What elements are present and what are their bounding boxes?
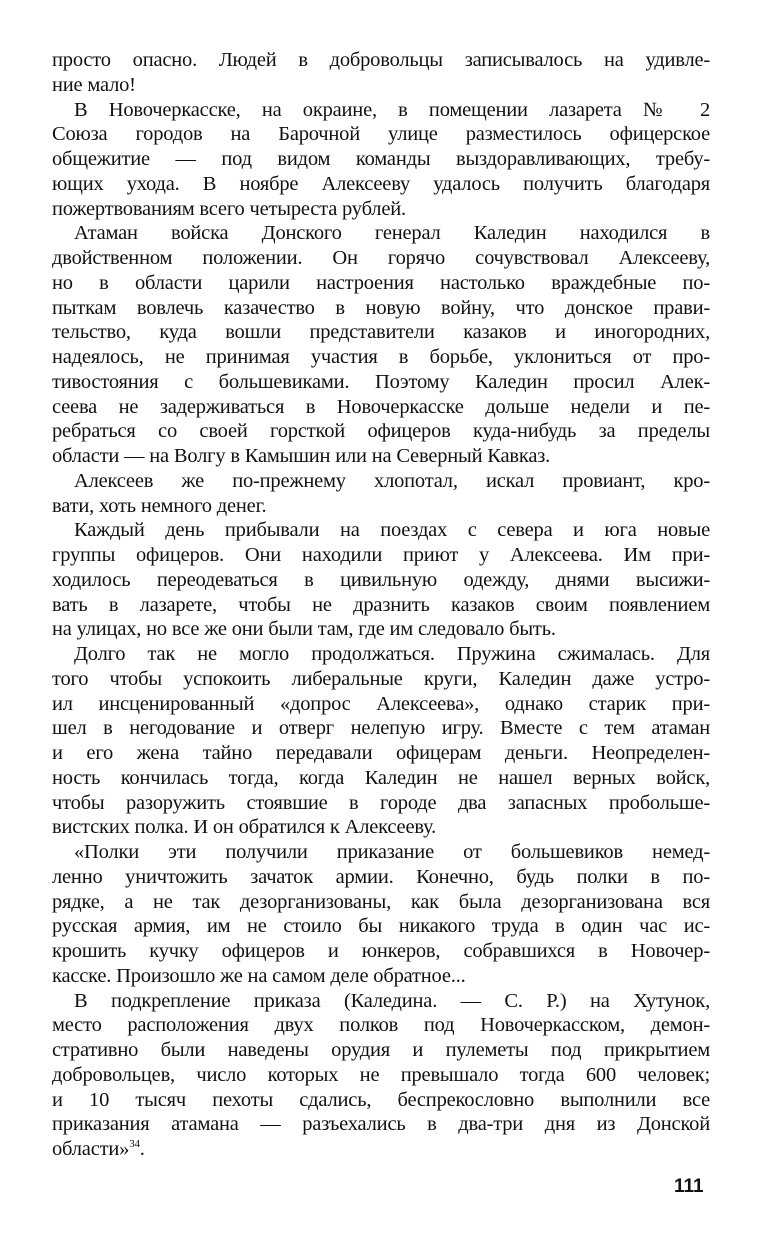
line-text: стративно были наведены орудия и пулеметы под прикрытием xyxy=(52,1039,710,1061)
line-text: ходилось переодеваться в цивильную одежду, днями высижи- xyxy=(52,568,710,591)
text-line xyxy=(52,296,710,321)
text-line xyxy=(52,197,710,222)
line-text: но в области царили настроения настолько враждебные по- xyxy=(52,271,710,294)
line-text: ющих ухода. В ноябре Алексееву удалось получить благодаря xyxy=(52,172,710,195)
text-line xyxy=(52,964,710,989)
line-text: надеялось, не принимая участия в борьбе, уклониться от про- xyxy=(52,346,710,368)
text-line xyxy=(52,122,710,147)
line-text: приказания атамана — разъехались в два-три дня из Донской xyxy=(52,1113,710,1136)
text-line xyxy=(52,73,710,98)
text-line xyxy=(52,419,710,444)
text-line xyxy=(52,865,710,890)
text-line xyxy=(52,98,710,123)
text-line xyxy=(52,444,710,469)
text-line xyxy=(52,766,710,791)
line-text: В Новочеркасске, на окраине, в помещении лазарета № 2 xyxy=(74,98,710,121)
line-text: ленно уничтожить зачаток армии. Конечно, будь полки в по- xyxy=(52,865,710,888)
text-line xyxy=(52,989,710,1014)
line-text: ребраться со своей горсткой офицеров куда-нибудь за пределы xyxy=(52,420,710,443)
text-line xyxy=(52,617,710,642)
line-text: рядке, а не так дезорганизованы, как была дезорганизована вся xyxy=(52,890,710,913)
text-line xyxy=(52,518,710,543)
text-line xyxy=(52,692,710,717)
line-text: чтобы разоружить стоявшие в городе два запасных пробольше- xyxy=(52,791,710,814)
line-text: тельство, куда вошли представители казаков и иногородних, xyxy=(52,321,710,344)
line-text: «Полки эти получили приказание от большевиков немед- xyxy=(74,841,710,863)
line-text: место расположения двух полков под Новочеркасском, демон- xyxy=(52,1014,710,1037)
text-line xyxy=(52,1013,710,1038)
text-line xyxy=(52,271,710,296)
text-line xyxy=(52,1088,710,1113)
text-line xyxy=(52,494,710,519)
text-line xyxy=(52,147,710,172)
line-text: общежитие — под видом команды выздоравливающих, требу- xyxy=(52,148,710,170)
text-line xyxy=(52,370,710,395)
line-text: шел в негодование и отверг нелепую игру. Вместе с тем атаман xyxy=(52,717,710,740)
line-text: вистских полка. И он обратился к Алексееву. xyxy=(52,816,437,839)
line-text: области — на Волгу в Камышин или на Северный Кавказ. xyxy=(52,445,551,467)
line-text: ил инсценированный «допрос Алексеева», однако старик при- xyxy=(52,692,710,715)
line-text: Алексеев же по-прежнему хлопотал, искал провиант, кро- xyxy=(74,469,710,492)
text-line xyxy=(52,642,710,667)
line-text: вать в лазарете, чтобы не дразнить казаков своим появлением xyxy=(52,593,710,616)
text-line xyxy=(52,221,710,246)
line-text: и его жена тайно передавали офицерам деньги. Неопределен- xyxy=(52,742,710,764)
text-line xyxy=(52,172,710,197)
page-number: 111 xyxy=(674,1176,704,1197)
text-line xyxy=(52,48,710,73)
text-line xyxy=(52,593,710,618)
text-line xyxy=(52,1112,710,1137)
line-text: того чтобы успокоить либеральные круги, Каледин даже устро- xyxy=(52,667,710,690)
line-text: Союза городов на Барочной улице разместилось офицерское xyxy=(52,123,710,146)
footnote-reference: 34 xyxy=(129,1138,140,1151)
text-line xyxy=(52,716,710,741)
line-text: тивостояния с большевиками. Поэтому Каледин просил Алек- xyxy=(52,370,710,393)
line-text: крошить кучку офицеров и юнкеров, собравшихся в Новочер- xyxy=(52,940,710,962)
text-line xyxy=(52,840,710,865)
text-line xyxy=(52,667,710,692)
line-text: Каждый день прибывали на поездах с севера и юга новые xyxy=(74,519,710,542)
line-text: В подкрепление приказа (Каледина. — С. Р.) на Хутунок, xyxy=(74,989,710,1012)
line-text: ность кончилась тогда, когда Каледин не нашел верных войск, xyxy=(52,766,710,789)
line-text: просто опасно. Людей в добровольцы записывалось на удивле- xyxy=(52,49,710,71)
line-text: русская армия, им не стоило бы никакого труда в один час ис- xyxy=(52,915,710,938)
line-text: двойственном положении. Он горячо сочувствовал Алексееву, xyxy=(52,247,710,269)
text-line xyxy=(52,815,710,840)
text-line xyxy=(52,741,710,766)
line-text: Долго так не могло продолжаться. Пружина сжималась. Для xyxy=(74,643,710,665)
text-line xyxy=(52,791,710,816)
line-text: добровольцев, число которых не превышало тогда 600 человек; xyxy=(52,1063,710,1086)
line-text: касске. Произошло же на самом деле обратное... xyxy=(52,964,466,987)
text-line xyxy=(52,320,710,345)
text-line xyxy=(52,469,710,494)
text-line xyxy=(52,1038,710,1063)
text-line xyxy=(52,395,710,420)
text-line xyxy=(52,246,710,271)
line-text: и 10 тысяч пехоты сдались, беспрекословно выполнили все xyxy=(52,1088,710,1111)
text-line xyxy=(52,543,710,568)
line-text: сеева не задерживаться в Новочеркасске дольше недели и пе- xyxy=(52,395,710,418)
body-text xyxy=(52,48,710,1162)
line-text: области» xyxy=(52,1138,130,1160)
text-line: области»$^{34}$. xyxy=(52,1138,145,1160)
text-line xyxy=(52,345,710,370)
line-text: пожертвованиям всего четыреста рублей. xyxy=(52,197,406,220)
line-text: ние мало! xyxy=(52,73,136,96)
text-line xyxy=(52,890,710,915)
line-text: группы офицеров. Они находили приют у Алексеева. Им при- xyxy=(52,544,710,566)
text-line xyxy=(52,568,710,593)
text-line xyxy=(52,939,710,964)
line-text: Атаман войска Донского генерал Каледин находился в xyxy=(74,222,710,245)
line-text: вати, хоть немного денег. xyxy=(52,494,267,517)
text-line xyxy=(52,914,710,939)
text-line xyxy=(52,1063,710,1088)
line-text: пыткам вовлечь казачество в новую войну, что донское прави- xyxy=(52,296,710,319)
line-text: на улицах, но все же они были там, где им следовало быть. xyxy=(52,618,556,641)
